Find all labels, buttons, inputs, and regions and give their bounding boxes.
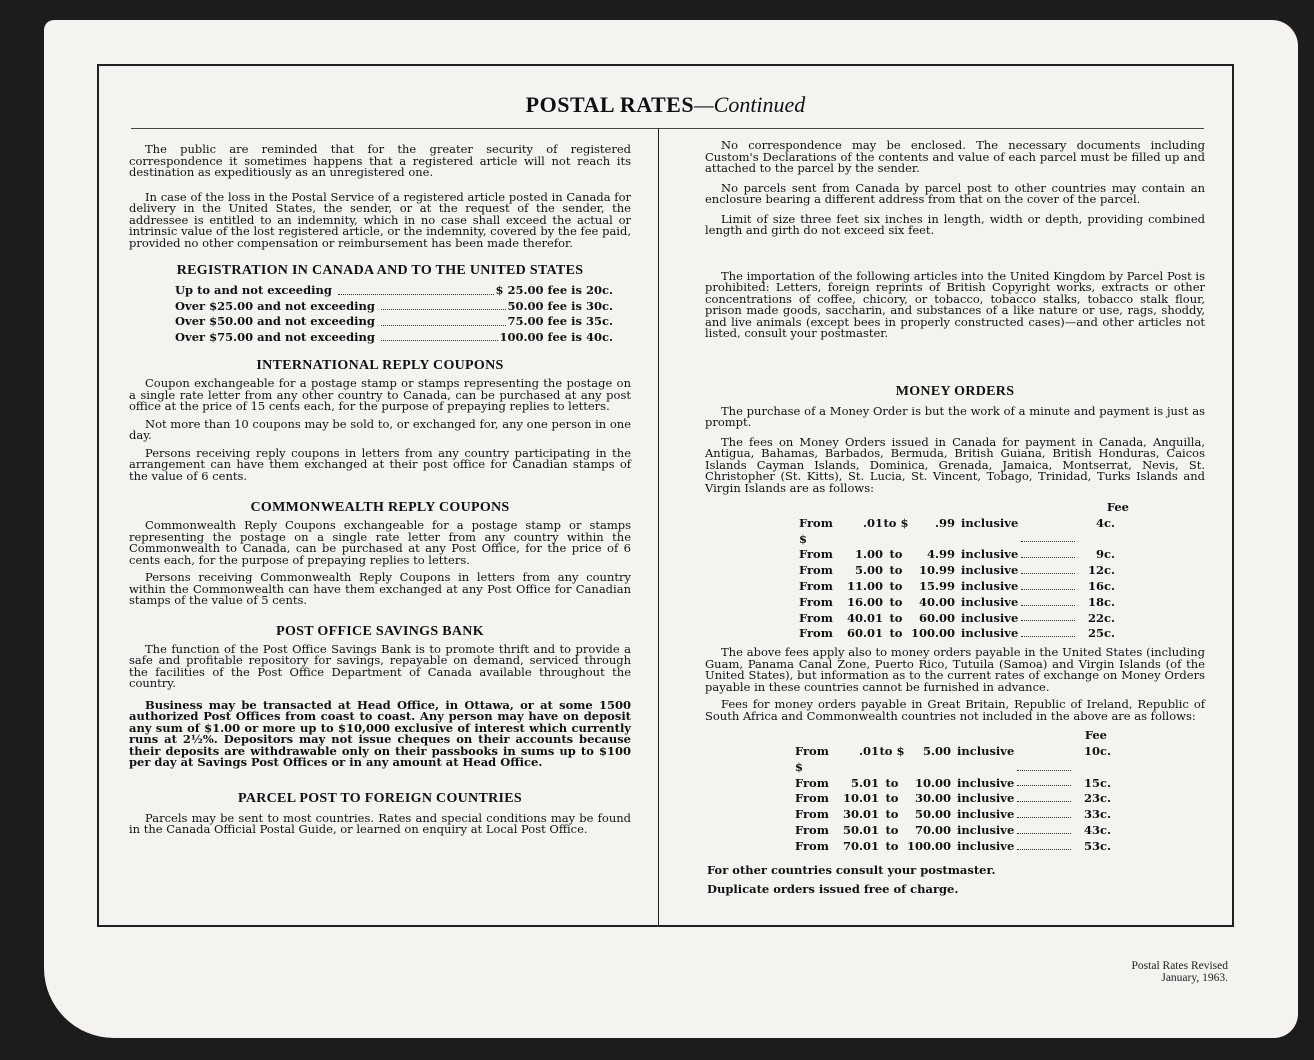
fee-cell-fee: 23c.: [1083, 791, 1111, 806]
parcel-paragraph-2: No correspondence may be enclosed. The necessary documents including Custom's Declarations of the contents and value of each parcel must be filled up and attached to the parcel by the sender.: [705, 138, 1205, 175]
fee-row: [799, 579, 1205, 595]
fee-column-header-1: Fee: [1106, 500, 1129, 514]
irc-paragraph-2: Not more than 10 coupons may be sold to, or exchanged for, any one person in one day.: [129, 416, 631, 442]
fee-row: [799, 611, 1205, 627]
fee-cell-lo: .01: [858, 743, 879, 758]
fee-cell-to: to: [885, 791, 899, 806]
dot-leader: [381, 330, 498, 342]
dot-leader: [1017, 823, 1071, 834]
registration-fee: 75.00 fee is 35c.: [507, 314, 613, 328]
title-main: POSTAL RATES: [525, 92, 695, 117]
fee-row: [799, 626, 1205, 642]
fee-cell-from: From: [795, 807, 829, 822]
fee-cell-from: From: [795, 791, 829, 806]
registration-heading: REGISTRATION IN CANADA AND TO THE UNITED STATES: [176, 263, 584, 278]
parcel-paragraph-4: Limit of size three feet six inches in length, width or depth, providing combined length and girth do not exceed six feet.: [705, 211, 1205, 237]
dot-leader: [1021, 626, 1075, 637]
parcel-heading: PARCEL POST TO FOREIGN COUNTRIES: [238, 790, 522, 806]
fee-cell-hi: 100.00: [906, 838, 951, 853]
crc-paragraph-1: Commonwealth Reply Coupons exchangeable for a postage stamp or stamps representing the postage on a single rate letter from any country within the Commonwealth to Canada, can be purchased at any Post Office, for the price of 6 cents each, for the purpose of prepaying replies to letters.: [129, 518, 631, 567]
registration-label: Over $25.00 and not exceeding: [175, 298, 375, 313]
column-divider: [658, 128, 659, 926]
fee-cell-incl: inclusive: [961, 563, 1019, 578]
fee-cell-incl: inclusive: [957, 791, 1015, 806]
fee-cell-fee: 18c.: [1087, 594, 1115, 609]
fee-cell-lo: 40.01: [846, 610, 883, 625]
registration-row: [175, 299, 613, 315]
fee-cell-hi: 50.00: [914, 807, 951, 822]
page-frame: [97, 64, 1234, 927]
fee-cell-to: to: [885, 807, 899, 822]
title-continued: —Continued: [694, 92, 806, 117]
title-rule-left: [131, 128, 658, 129]
footer-line-2: January, 1963.: [1161, 972, 1228, 984]
fee-cell-fee: 12c.: [1087, 563, 1115, 578]
fee-cell-hi: 4.99: [926, 547, 955, 562]
registration-row: [175, 330, 613, 346]
dot-leader: [1021, 595, 1075, 606]
registration-label: Up to and not exceeding: [175, 283, 332, 297]
fee-cell-to: to: [889, 578, 903, 593]
fee-row: [795, 744, 1205, 776]
fee-row: [799, 547, 1205, 563]
fee-cell-hi: .99: [934, 515, 955, 530]
fee-cell-to: to: [885, 822, 899, 837]
dot-leader: [1017, 744, 1071, 771]
dot-leader: [381, 314, 506, 326]
fee-cell-hi: 100.00: [910, 626, 955, 641]
registration-row: [175, 314, 613, 330]
fee-cell-fee: 22c.: [1087, 610, 1115, 625]
fee-cell-fee: 43c.: [1083, 822, 1111, 837]
fee-cell-lo: 11.00: [846, 578, 883, 593]
crc-paragraph-2: Persons receiving Commonwealth Reply Coupons in letters from any country within the Commonwealth can have them exchanged at any Post Office for Canadian stamps of the value of 5 cents.: [129, 570, 631, 607]
fee-cell-incl: inclusive: [957, 838, 1015, 853]
fee-cell-from: From: [795, 838, 829, 853]
fee-rows-1: [799, 516, 1205, 642]
fee-cell-incl: inclusive: [961, 547, 1019, 562]
fee-cell-lo: .01: [862, 515, 883, 530]
parcel-paragraph-3: No parcels sent from Canada by parcel post to other countries may contain an enclosure bearing a different address from that on the cover of the parcel.: [705, 180, 1205, 206]
fee-cell-from: From $: [795, 743, 829, 774]
fee-row: [799, 516, 1205, 548]
irc-paragraph-1: Coupon exchangeable for a postage stamp or stamps representing the postage on a single rate letter from any other country to Canada, can be purchased at any post office at the price of 15 cents each, for the purpose of prepaying replies to letters.: [129, 376, 631, 413]
registration-fee: $ 25.00 fee is 20c.: [495, 283, 613, 297]
fee-cell-to: to $: [883, 515, 909, 530]
money-note-1: For other countries consult your postmaster.: [707, 862, 996, 877]
fee-cell-hi: 60.00: [918, 610, 955, 625]
fee-cell-fee: 25c.: [1087, 626, 1115, 641]
dot-leader: [1021, 516, 1075, 543]
fee-cell-hi: 15.99: [918, 578, 955, 593]
fee-cell-to: to: [889, 626, 903, 641]
fee-cell-from: From: [799, 594, 833, 609]
irc-paragraph-3: Persons receiving reply coupons in letters from any country participating in the arrangement can have them exchanged at their post office for Canadian stamps of the value of 6 cents.: [129, 445, 631, 483]
fee-cell-hi: 70.00: [914, 822, 951, 837]
fee-cell-to: to: [889, 610, 903, 625]
fee-cell-lo: 5.00: [854, 563, 883, 578]
fee-cell-to: to: [885, 838, 899, 853]
fee-cell-from: From: [795, 775, 829, 790]
fee-cell-fee: 15c.: [1083, 775, 1111, 790]
fee-cell-from: From: [799, 547, 833, 562]
fee-cell-fee: 4c.: [1095, 515, 1115, 530]
fee-row: [795, 807, 1205, 823]
fee-cell-fee: 9c.: [1095, 547, 1115, 562]
fee-cell-from: From $: [799, 515, 833, 546]
fee-cell-lo: 5.01: [850, 775, 879, 790]
irc-heading: INTERNATIONAL REPLY COUPONS: [256, 358, 504, 373]
fee-cell-incl: inclusive: [961, 594, 1019, 609]
posb-paragraph-1: The function of the Post Office Savings Bank is to promote thrift and to provide a safe and profitable repository for savings, repayable on demand, serviced through the facilities of the Post Office Department of Canada available throughout the country.: [129, 641, 631, 690]
intro-paragraph-2: In case of the loss in the Postal Service of a registered article posted in Canada for delivery in the United States, the sender, or at the request of the sender, the addressee is entitled to an indemnity, which in no case shall exceed the actual or intrinsic value of the lost registered article, or the indemnity, covered by the fee paid, provided no other compensation or reimbursement has been made therefor.: [129, 189, 631, 250]
fee-cell-fee: 10c.: [1083, 743, 1111, 758]
title-rule-right: [659, 128, 1204, 129]
fee-cell-fee: 33c.: [1083, 807, 1111, 822]
registration-label: Over $50.00 and not exceeding: [175, 314, 375, 328]
fee-cell-incl: inclusive: [961, 610, 1019, 625]
dot-leader: [1017, 839, 1071, 850]
dot-leader: [1021, 579, 1075, 590]
registration-table: [175, 283, 613, 345]
dot-leader: [1021, 547, 1075, 558]
fee-cell-from: From: [795, 822, 829, 837]
fee-cell-hi: 5.00: [922, 743, 951, 758]
registration-row: [175, 283, 613, 299]
registration-fee: 50.00 fee is 30c.: [507, 298, 613, 313]
money-orders-heading: MONEY ORDERS: [895, 383, 1015, 399]
fee-cell-hi: 30.00: [914, 791, 951, 806]
dot-leader: [1017, 791, 1071, 802]
money-paragraph-1: The purchase of a Money Order is but the work of a minute and payment is just as prompt.: [705, 403, 1205, 429]
fee-row: [795, 839, 1205, 855]
fee-cell-to: to: [889, 563, 903, 578]
dot-leader: [338, 283, 494, 295]
fee-cell-lo: 60.01: [846, 626, 883, 641]
fee-row: [795, 823, 1205, 839]
uk-prohibitions-paragraph: The importation of the following articles into the United Kingdom by Parcel Post is prohibited: Letters, foreign reprints of British Copyright works, extracts or other concentrations of coffee, chicory, or tobacco, tobacco stalks, tobacco stalk flour, prison made goods, saccharin, and substances of a like nature or use, rags, shoddy, and live animals (except bees in properly constructed cases)—and other articles not listed, consult your postmaster.: [705, 268, 1205, 340]
fee-cell-to: to: [889, 594, 903, 609]
fee-cell-incl: inclusive: [957, 822, 1015, 837]
fee-cell-hi: 10.00: [914, 775, 951, 790]
footer-line-1: Postal Rates Revised: [1131, 960, 1228, 972]
fee-cell-incl: inclusive: [961, 578, 1019, 593]
fee-cell-lo: 10.01: [842, 791, 879, 806]
fee-cell-lo: 16.00: [846, 594, 883, 609]
fee-cell-to: to: [889, 547, 903, 562]
page-title: [99, 92, 1232, 118]
fee-row: [795, 776, 1205, 792]
fee-cell-hi: 40.00: [918, 594, 955, 609]
fee-cell-incl: inclusive: [961, 515, 1019, 530]
posb-paragraph-2: Business may be transacted at Head Office, in Ottawa, or at some 1500 authorized Post Offices from coast to coast. Any person may have on deposit any sum of $1.00 or more up to $10,000 exclusive of interest which currently runs at 2½%. Depositors may not issue cheques on their accounts because their deposits are withdrawable only on their passbooks in sums up to $100 per day at Savings Post Offices or in any amount at Head Office.: [129, 697, 631, 769]
money-paragraph-2: The fees on Money Orders issued in Canada for payment in Canada, Anquilla, Antigua, Bahamas, Barbados, Bermuda, British Guiana, British Honduras, Caicos Islands Cayman Islands, Dominica, Grenada, Jamaica, Montserrat, Nevis, St. Christopher (St. Kitts), St. Lucia, St. Vincent, Tobago, Trinidad, Turks Islands and Virgin Islands are as follows:: [705, 434, 1205, 495]
parcel-paragraph-1: Parcels may be sent to most countries. Rates and special conditions may be found in the Canada Official Postal Guide, or learned on enquiry at Local Post Office.: [129, 810, 631, 836]
right-column: [705, 138, 1205, 896]
fee-cell-fee: 16c.: [1087, 578, 1115, 593]
dot-leader: [381, 299, 506, 311]
crc-heading: COMMONWEALTH REPLY COUPONS: [250, 500, 510, 515]
registration-label: Over $75.00 and not exceeding: [175, 329, 375, 344]
fee-cell-incl: inclusive: [957, 807, 1015, 822]
fee-cell-lo: 50.01: [842, 822, 879, 837]
money-paragraph-3: The above fees apply also to money orders payable in the United States (including Guam, Panama Canal Zone, Puerto Rico, Tutuila (Samoa) and Virgin Islands (of the United States), but information as to the current rates of exchange on Money Orders payable in these countries cannot be furnished in advance.: [705, 645, 1205, 694]
fee-cell-fee: 53c.: [1083, 838, 1111, 853]
fee-cell-hi: 10.99: [918, 563, 955, 578]
money-fee-table-2: [795, 728, 1205, 854]
fee-cell-incl: inclusive: [961, 626, 1019, 641]
fee-cell-to: to $: [879, 743, 905, 758]
fee-row: [799, 563, 1205, 579]
fee-cell-from: From: [799, 626, 833, 641]
fee-column-header-2: Fee: [1084, 728, 1107, 743]
dot-leader: [1017, 807, 1071, 818]
fee-rows-2: [795, 744, 1205, 855]
fee-cell-from: From: [799, 563, 833, 578]
fee-cell-from: From: [799, 610, 833, 625]
intro-paragraph-1: The public are reminded that for the greater security of registered correspondence it sometimes happens that a registered article will not reach its destination as expeditiously as an unregistered one.: [129, 142, 631, 179]
fee-cell-lo: 30.01: [842, 807, 879, 822]
money-note-2: Duplicate orders issued free of charge.: [707, 882, 959, 897]
fee-cell-lo: 1.00: [854, 547, 883, 562]
fee-cell-to: to: [885, 775, 899, 790]
money-paragraph-4: Fees for money orders payable in Great Britain, Republic of Ireland, Republic of South Africa and Commonwealth countries not included in the above are as follows:: [705, 697, 1205, 723]
dot-leader: [1017, 776, 1071, 787]
money-fee-table-1: [799, 500, 1205, 642]
fee-row: [799, 595, 1205, 611]
left-column: [129, 138, 631, 836]
fee-cell-incl: inclusive: [957, 743, 1015, 758]
registration-fee: 100.00 fee is 40c.: [499, 329, 613, 344]
fee-cell-lo: 70.01: [842, 838, 879, 853]
dot-leader: [1021, 563, 1075, 574]
dot-leader: [1021, 611, 1075, 622]
fee-cell-from: From: [799, 578, 833, 593]
posb-heading: POST OFFICE SAVINGS BANK: [276, 623, 484, 639]
fee-cell-incl: inclusive: [957, 775, 1015, 790]
fee-row: [795, 791, 1205, 807]
revision-footer: [1070, 960, 1228, 984]
